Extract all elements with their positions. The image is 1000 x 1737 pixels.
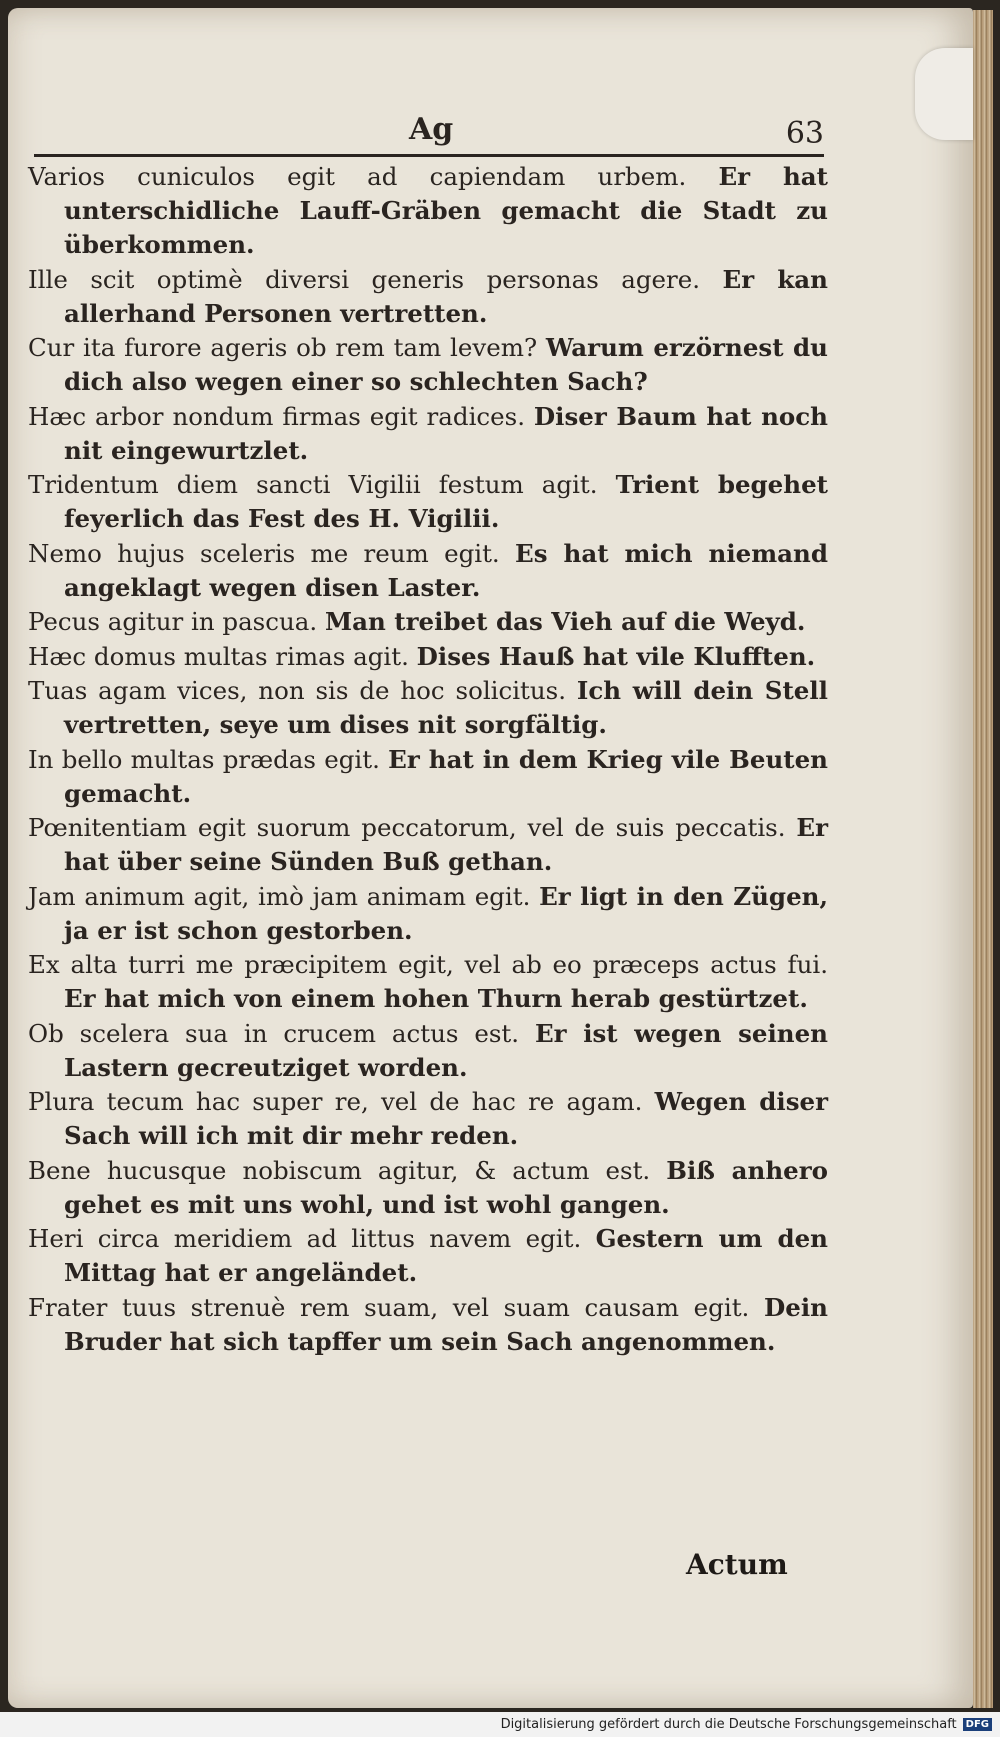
german-text: Diser Baum hat noch nit eingewurtzlet. <box>64 401 828 465</box>
latin-text: Hæc domus multas rimas agit. <box>28 641 409 671</box>
entry <box>28 880 828 948</box>
latin-text: Ille scit optimè diversi generis personas agere. <box>28 264 701 294</box>
german-text: Wegen diser Sach will ich mit dir mehr reden. <box>64 1087 828 1150</box>
german-text: Dein Bruder hat sich tapffer um sein Sach angenommen. <box>64 1292 828 1356</box>
latin-text: Nemo hujus sceleris me reum egit. <box>28 538 500 568</box>
latin-text: Hæc arbor nondum firmas egit radices. <box>28 401 525 431</box>
thumb-index-tab <box>915 48 973 140</box>
german-text: Er hat mich von einem hohen Thurn herab gestürtzet. <box>64 984 808 1013</box>
entry <box>28 1222 828 1290</box>
entry <box>28 1291 828 1359</box>
digitization-footer <box>0 1712 1000 1737</box>
catchword: Actum <box>686 1548 788 1581</box>
entry <box>28 1085 828 1153</box>
entry <box>28 400 828 468</box>
entry <box>28 1017 828 1085</box>
latin-text: Pecus agitur in pascua. <box>28 607 318 636</box>
latin-text: Varios cuniculos egit ad capiendam urbem. <box>28 162 687 191</box>
latin-text: Tuas agam vices, non sis de hoc solicitus. <box>28 676 567 705</box>
german-text: Biß anhero gehet es mit uns wohl, und ist wohl gangen. <box>64 1155 828 1219</box>
entry <box>28 468 828 536</box>
headword: Ag <box>409 112 454 147</box>
entry <box>28 640 828 674</box>
latin-text: Cur ita furore ageris ob rem tam levem? <box>28 333 538 362</box>
german-text: Er kan allerhand Personen vertretten. <box>64 264 828 328</box>
entry <box>28 674 828 742</box>
entry <box>28 331 828 399</box>
entry <box>28 263 828 331</box>
entry <box>28 160 828 262</box>
latin-text: Frater tuus strenuè rem suam, vel suam causam egit. <box>28 1292 750 1322</box>
running-header <box>34 110 824 157</box>
latin-text: Ob scelera sua in crucem actus est. <box>28 1018 520 1048</box>
latin-text: Jam animum agit, imò jam animam egit. <box>28 881 531 911</box>
german-text: Er hat unterschidliche Lauff-Gräben gemacht die Stadt zu überkommen. <box>64 162 828 259</box>
page-edge <box>973 10 993 1708</box>
latin-text: Ex alta turri me præcipitem egit, vel ab eo præceps actus fui. <box>28 950 828 979</box>
german-text: Trient begehet feyerlich das Fest des H. Vigilii. <box>64 470 828 533</box>
latin-text: Tridentum diem sancti Vigilii festum agit. <box>28 470 598 499</box>
german-text: Dises Hauß hat vile Klufften. <box>416 641 816 671</box>
latin-text: Heri circa meridiem ad littus navem egit. <box>28 1224 582 1253</box>
dfg-logo-icon: DFG <box>963 1718 992 1731</box>
entry-list <box>28 160 828 1359</box>
entry <box>28 1154 828 1222</box>
entry <box>28 743 828 811</box>
page-number: 63 <box>785 116 824 151</box>
latin-text: Bene hucusque nobiscum agitur, & actum est. <box>28 1155 651 1185</box>
entry <box>28 948 828 1016</box>
entry <box>28 811 828 879</box>
latin-text: Plura tecum hac super re, vel de hac re agam. <box>28 1087 643 1116</box>
latin-text: In bello multas prædas egit. <box>28 744 380 774</box>
german-text: Gestern um den Mittag hat er angeländet. <box>64 1224 828 1287</box>
german-text: Er hat in dem Krieg vile Beuten gemacht. <box>64 744 828 808</box>
funding-credit: Digitalisierung gefördert durch die Deutsche Forschungsgemeinschaft <box>500 1717 957 1732</box>
latin-text: Pœnitentiam egit suorum peccatorum, vel de suis peccatis. <box>28 813 786 842</box>
entry <box>28 605 828 639</box>
german-text: Er hat über seine Sünden Buß gethan. <box>64 813 828 876</box>
entry <box>28 537 828 605</box>
german-text: Man treibet das Vieh auf die Weyd. <box>324 607 806 636</box>
german-text: Er ist wegen seinen Lastern gecreutziget worden. <box>64 1018 828 1082</box>
german-text: Warum erzörnest du dich also wegen einer so schlechten Sach? <box>64 333 828 396</box>
german-text: Ich will dein Stell vertretten, seye um dises nit sorgfältig. <box>64 676 828 739</box>
german-text: Es hat mich niemand angeklagt wegen disen Laster. <box>64 538 828 602</box>
german-text: Er ligt in den Zügen, ja er ist schon gestorben. <box>64 881 828 945</box>
